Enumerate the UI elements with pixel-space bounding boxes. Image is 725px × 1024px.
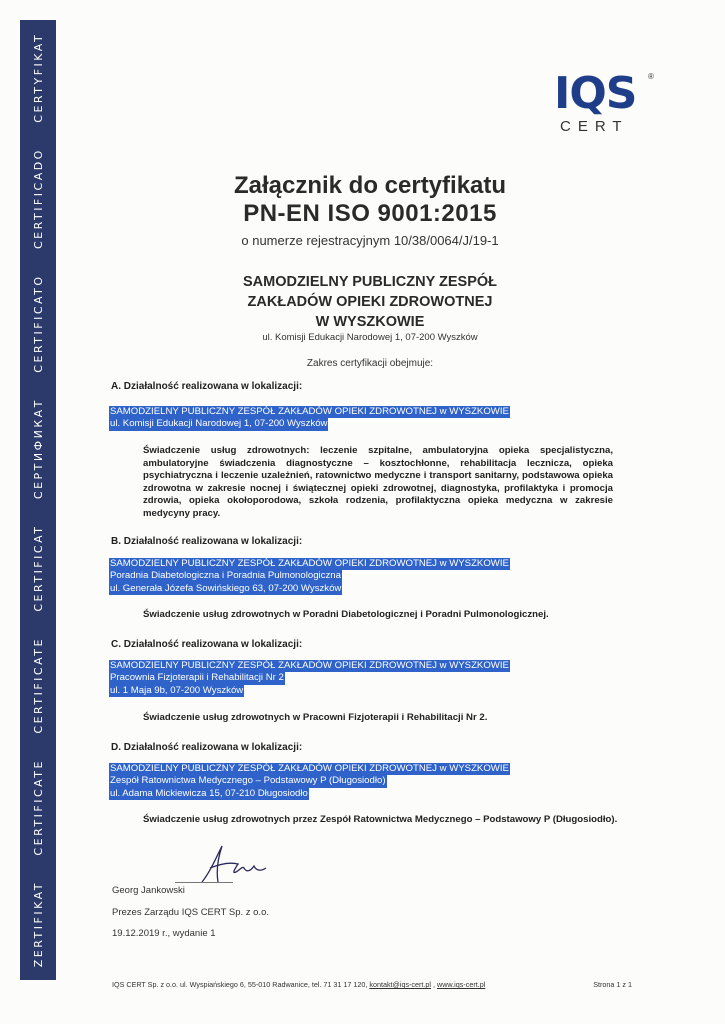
registration-number: o numerze rejestracyjnym 10/38/0064/J/19-1 (241, 233, 499, 248)
signatory-role: Prezes Zarządu IQS CERT Sp. z o.o. (112, 907, 269, 918)
footer-contact (112, 980, 485, 989)
organization-name (100, 272, 640, 332)
location-line: SAMODZIELNY PUBLICZNY ZESPÓŁ ZAKŁADÓW OPIEKI ZDROWOTNEJ w WYSZKOWIE (110, 558, 509, 569)
logo-registered-mark: ® (648, 72, 654, 81)
location-line: ul. Generała Józefa Sowińskiego 63, 07-200 Wyszków (110, 582, 342, 594)
iqs-cert-logo (554, 68, 654, 138)
footer-address: IQS CERT Sp. z o.o. ul. Wyspiańskiego 6, 55-010 Radwanice, tel. 71 31 17 120, (112, 980, 370, 989)
stripe-word: CERTIFICATO (31, 274, 45, 373)
location-line: SAMODZIELNY PUBLICZNY ZESPÓŁ ZAKŁADÓW OPIEKI ZDROWOTNEJ w WYSZKOWIE (110, 660, 509, 671)
stripe-word: CERTYFIKAT (31, 32, 45, 123)
section-b-heading: B. Działalność realizowana w lokalizacji: (111, 536, 303, 547)
section-d-heading: D. Działalność realizowana w lokalizacji: (111, 742, 303, 753)
side-stripe (20, 20, 56, 980)
section-c-description: Świadczenie usług zdrowotnych w Pracowni Fizjoterapii i Rehabilitacji Nr 2. (143, 712, 488, 723)
section-a-heading: A. Działalność realizowana w lokalizacji: (111, 381, 303, 392)
title-line1: Załącznik do certyfikatu (233, 172, 507, 199)
stripe-word: СЕРТИФИКАТ (31, 398, 45, 500)
section-b-description: Świadczenie usług zdrowotnych w Poradni Diabetologicznej i Poradni Pulmonologicznej. (143, 609, 549, 620)
footer-separator: , (431, 980, 437, 989)
footer-web-link[interactable]: www.iqs-cert.pl (437, 980, 486, 989)
scope-label: Zakres certyfikacji obejmuje: (306, 358, 434, 369)
section-d-description: Świadczenie usług zdrowotnych przez Zespół Ratownictwa Medycznego – Podstawowy P (Długosiodło). (143, 814, 618, 825)
title-line2: PN-EN ISO 9001:2015 (243, 200, 497, 227)
stripe-word: CERTIFICATE (31, 637, 45, 734)
location-line: ul. Adama Mickiewicza 15, 07-210 Długosiodło (110, 787, 308, 799)
logo-sub: CERT (560, 118, 629, 135)
footer-page-number: Strona 1 z 1 (593, 980, 632, 989)
section-c-location (109, 660, 510, 697)
signatory-name: Georg Jankowski (112, 885, 185, 896)
section-b-location (109, 558, 510, 595)
org-line: W WYSZKOWIE (315, 314, 425, 330)
org-line: SAMODZIELNY PUBLICZNY ZESPÓŁ (242, 274, 498, 290)
logo-brand: IQS (554, 68, 637, 119)
footer (112, 980, 632, 989)
location-line: ul. Komisji Edukacji Narodowej 1, 07-200 Wyszków (110, 418, 328, 430)
section-a-location (109, 406, 510, 431)
location-line: SAMODZIELNY PUBLICZNY ZESPÓŁ ZAKŁADÓW OPIEKI ZDROWOTNEJ w WYSZKOWIE (110, 763, 509, 774)
footer-email-link[interactable]: kontakt@iqs-cert.pl (369, 980, 431, 989)
organization-address: ul. Komisji Edukacji Narodowej 1, 07-200 Wyszków (262, 332, 478, 343)
stripe-word: ZERTIFIKAT (31, 881, 45, 968)
location-line: SAMODZIELNY PUBLICZNY ZESPÓŁ ZAKŁADÓW OPIEKI ZDROWOTNEJ w WYSZKOWIE (110, 406, 509, 417)
section-a-description: Świadczenie usług zdrowotnych: leczenie szpitalne, ambulatoryjna opieka specjalistyczna, ambulatoryjne świadczenia diagnostyczne – kosztochłonne, rehabilitacja lecznicza, opieka psychiatryczna i leczenie uzależnień, ratownictwo medyczne i transport sanitarny, podstawowa opieka zdrowotna w zakresie nocnej i świątecznej opieki zdrowotnej, diagnostyka, profilaktyka i promocja zdrowia, opieka okołoporodowa, szkoła rodzenia, profilaktyczna opieka medyczna w zakresie medycyny pracy. (143, 445, 613, 519)
location-line: Poradnia Diabetologiczna i Poradnia Pulmonologiczna (110, 570, 341, 582)
stripe-word: CERTIFICATE (31, 759, 45, 856)
section-d-location (109, 763, 510, 800)
location-line: ul. 1 Maja 9b, 07-200 Wyszków (110, 684, 244, 696)
stripe-word: CERTIFICAT (31, 524, 45, 612)
org-line: ZAKŁADÓW OPIEKI ZDROWOTNEJ (247, 294, 493, 310)
section-c-heading: C. Działalność realizowana w lokalizacji: (111, 639, 303, 650)
location-line: Pracownia Fizjoterapii i Rehabilitacji Nr 2 (110, 672, 284, 684)
signature-line (175, 882, 233, 883)
location-line: Zespół Ratownictwa Medycznego – Podstawowy P (Długosiodło) (110, 775, 386, 787)
stripe-word: CERTIFICADO (31, 148, 45, 249)
issue-date: 19.12.2019 r., wydanie 1 (112, 928, 216, 939)
